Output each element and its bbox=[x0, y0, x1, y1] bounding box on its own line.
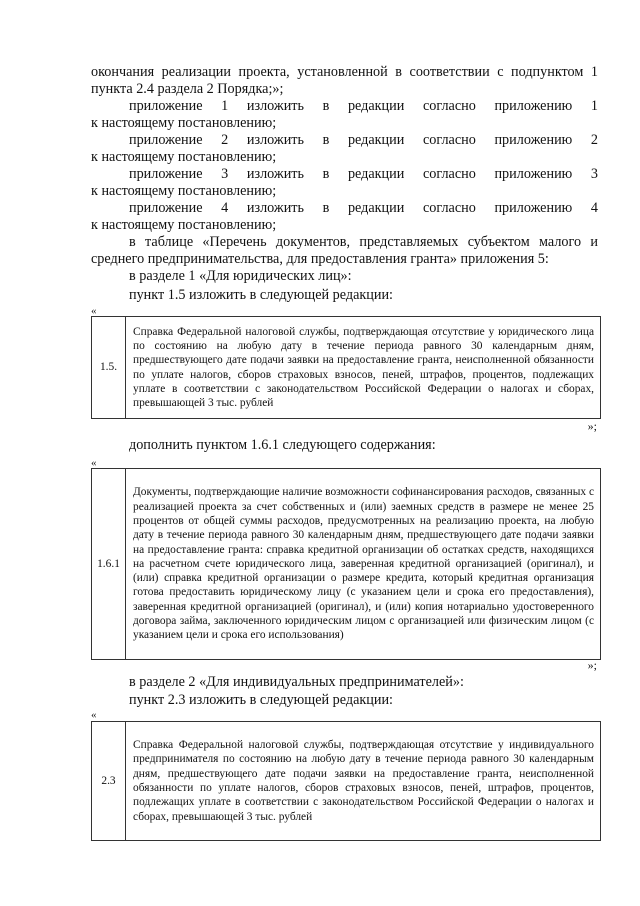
paragraph-project-end: окончания реализации проекта, установленной в соответствии с подпунктом 1 пункта 2.4 раздела 2 Порядка;»; bbox=[91, 64, 598, 97]
paragraph-item-1-6-1: дополнить пунктом 1.6.1 следующего содержания: bbox=[129, 437, 436, 453]
table-row bbox=[92, 469, 601, 660]
paragraph-appendix-4-cont: к настоящему постановлению; bbox=[91, 217, 277, 233]
quote-close-2: »; bbox=[587, 658, 597, 672]
paragraph-appendix-1: приложение 1 изложить в редакции согласно приложению 1 bbox=[129, 98, 598, 114]
table-row bbox=[92, 317, 601, 419]
paragraph-item-1-5: пункт 1.5 изложить в следующей редакции: bbox=[129, 287, 393, 303]
quote-open-1: « bbox=[91, 305, 97, 317]
paragraph-appendix-4: приложение 4 изложить в редакции согласно приложению 4 bbox=[129, 200, 598, 216]
paragraph-appendix-1-cont: к настоящему постановлению; bbox=[91, 115, 277, 131]
item-number: 1.6.1 bbox=[92, 469, 126, 660]
paragraph-item-2-3: пункт 2.3 изложить в следующей редакции: bbox=[129, 692, 393, 708]
quote-open-3: « bbox=[91, 709, 97, 721]
item-text: Документы, подтверждающие наличие возможности софинансирования расходов, связанных с реализацией проекта за счет собственных и (или) заемных средств в размере не менее 25 процентов от общей суммы расходов, предусмотренных на реализацию проекта, на любую дату в течение периода равного 30 календарным дням, предшествующего дате подачи заявки на предоставление гранта: справка кредитной организации об остатках средств, находящихся на расчетном счете юридического лица, заверенная кредитной организацией (оригинал), и (или) справка кредитной организации о размере кредита, который кредитная организация готова предоставить юридическому лицу (с указанием цели и срока его предоставления), заверенная кредитной организацией (оригинал), и (или) копия нотариально удостоверенного договора займа, заключенного юридическим лицом с организацией или физическим лицом (с указанием цели и срока его использования) bbox=[126, 469, 601, 660]
paragraph-table-intro: в таблице «Перечень документов, представляемых субъектом малого и среднего предпринимательства, для предоставления гранта» приложения 5: bbox=[91, 234, 598, 267]
quote-open-2: « bbox=[91, 457, 97, 469]
quote-close-1: »; bbox=[587, 419, 597, 433]
item-number: 1.5. bbox=[92, 317, 126, 419]
paragraph-appendix-2: приложение 2 изложить в редакции согласно приложению 2 bbox=[129, 132, 598, 148]
table-row bbox=[92, 722, 601, 841]
paragraph-appendix-2-cont: к настоящему постановлению; bbox=[91, 149, 277, 165]
item-text: Справка Федеральной налоговой службы, подтверждающая отсутствие у юридического лица по состоянию на любую дату в течение периода равного 30 календарным дням, предшествующего дате подачи заявки на предоставление гранта, неисполненной обязанности по уплате налогов, сборов страховых взносов, пеней, штрафов, процентов, подлежащих уплате в соответствии с законодательством Российской Федерации о налогах и сборах, превышающей 3 тыс. рублей bbox=[126, 317, 601, 419]
item-number: 2.3 bbox=[92, 722, 126, 841]
paragraph-section-2: в разделе 2 «Для индивидуальных предпринимателей»: bbox=[129, 674, 464, 690]
paragraph-appendix-3: приложение 3 изложить в редакции согласно приложению 3 bbox=[129, 166, 598, 182]
paragraph-section-1: в разделе 1 «Для юридических лиц»: bbox=[129, 268, 352, 284]
table-item-2-3 bbox=[91, 721, 601, 841]
item-text: Справка Федеральной налоговой службы, подтверждающая отсутствие у индивидуального предпринимателя по состоянию на любую дату в течение периода равного 30 календарным дням, предшествующего дате подачи заявки на предоставление гранта, неисполненной обязанности по уплате налогов, сборов страховых взносов, пеней, штрафов, процентов, подлежащих уплате в соответствии с законодательством Российской Федерации о налогах и сборах, превышающей 3 тыс. рублей bbox=[126, 722, 601, 841]
table-item-1-6-1 bbox=[91, 468, 601, 660]
paragraph-appendix-3-cont: к настоящему постановлению; bbox=[91, 183, 277, 199]
table-item-1-5 bbox=[91, 316, 601, 419]
